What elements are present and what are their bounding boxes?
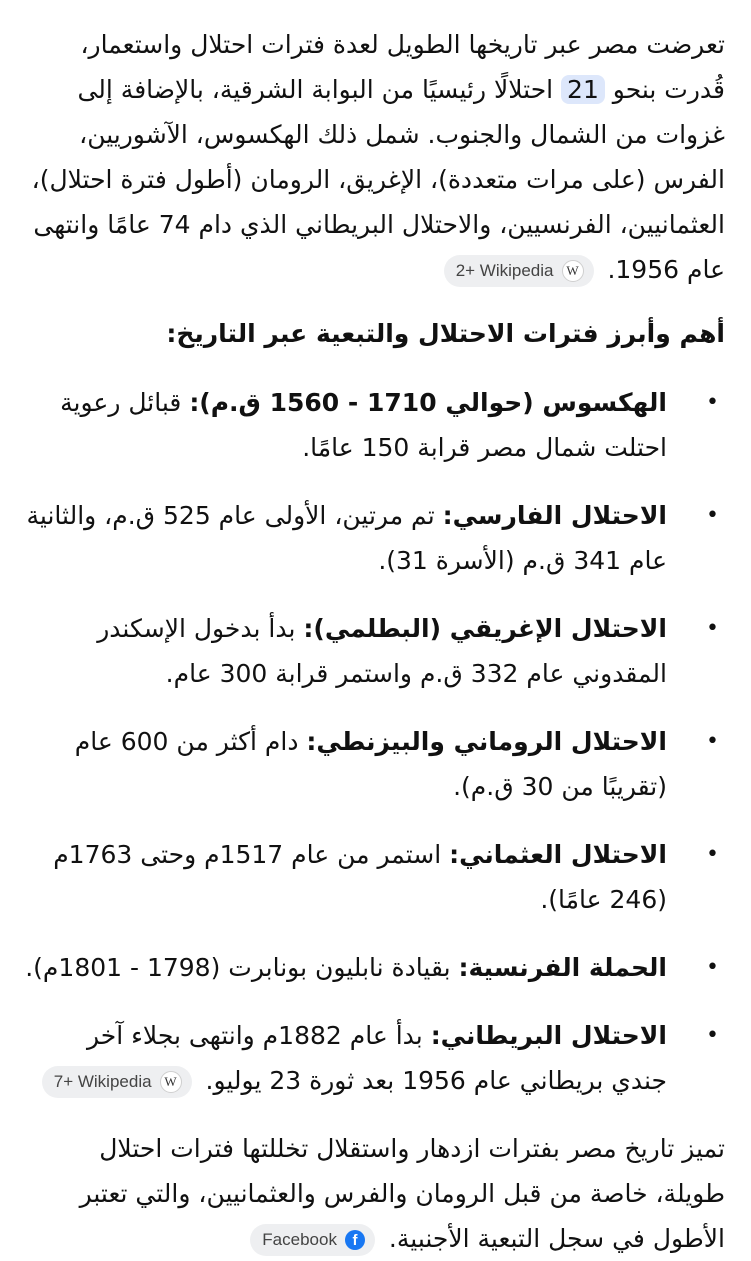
closing-text: تميز تاريخ مصر بفترات ازدهار واستقلال تخللتها فترات احتلال طويلة، خاصة من قبل الرومان والفرس والعثمانيين، والتي تعتبر الأطول في سجل التبعية الأجنبية. <box>79 1134 725 1253</box>
facebook-icon: f <box>345 1230 365 1250</box>
intro-text-after: احتلالًا رئيسيًا من البوابة الشرقية، بالإضافة إلى غزوات من الشمال والجنوب. شمل ذلك الهكسوس، الآشوريين، الفرس (على مرات متعددة)، الإغريق، الرومان (أطول فترة احتلال)، العثمانيين، الفرنسيين، والاحتلال البريطاني الذي دام 74 عامًا وانتهى عام 1956. <box>31 75 725 284</box>
bullet-icon: • <box>706 390 719 415</box>
item-text: بقيادة نابليون بونابرت (1798 - 1801م). <box>25 953 459 982</box>
item-text: قبائل رعوية احتلت شمال مصر قرابة 150 عامًا. <box>60 388 667 462</box>
wikipedia-source-chip[interactable] <box>444 255 594 287</box>
item-text: بدأ بدخول الإسكندر المقدوني عام 332 ق.م واستمر قرابة 300 عام. <box>97 614 667 688</box>
list-item <box>24 719 725 809</box>
item-title: الاحتلال البريطاني: <box>430 1021 667 1050</box>
list-item <box>24 945 725 990</box>
item-title: الاحتلال الفارسي: <box>442 501 667 530</box>
highlighted-number[interactable]: 21 <box>561 75 605 104</box>
wikipedia-icon: W <box>562 260 584 282</box>
section-heading: أهم وأبرز فترات الاحتلال والتبعية عبر التاريخ: <box>166 319 725 348</box>
bullet-icon: • <box>706 729 719 754</box>
list-item <box>24 380 725 470</box>
wikipedia-icon: W <box>160 1071 182 1093</box>
list-item <box>24 493 725 583</box>
list-item <box>24 832 725 922</box>
facebook-source-chip[interactable] <box>250 1224 375 1256</box>
source-chip-label: 2+ Wikipedia <box>455 261 554 280</box>
item-text: دام أكثر من 600 عام (تقريبًا من 30 ق.م). <box>74 727 667 801</box>
item-title: الاحتلال العثماني: <box>449 840 667 869</box>
wikipedia-source-chip[interactable] <box>42 1066 192 1098</box>
bullet-icon: • <box>706 616 719 641</box>
item-title: الهكسوس (حوالي 1710 - 1560 ق.م): <box>189 388 667 417</box>
item-text: بدأ عام 1882م وانتهى بجلاء آخر جندي بريطاني عام 1956 بعد ثورة 23 يوليو. <box>87 1021 667 1095</box>
bullet-icon: • <box>706 842 719 867</box>
list-item <box>24 1013 725 1103</box>
item-title: الاحتلال الإغريقي (البطلمي): <box>303 614 667 643</box>
item-text: تم مرتين، الأولى عام 525 ق.م، والثانية عام 341 ق.م (الأسرة 31). <box>26 501 667 575</box>
list-item <box>24 606 725 696</box>
intro-paragraph <box>24 22 725 292</box>
bullet-icon: • <box>706 1023 719 1048</box>
closing-paragraph <box>24 1126 725 1261</box>
bullet-icon: • <box>706 955 719 980</box>
item-title: الحملة الفرنسية: <box>458 953 667 982</box>
item-text: استمر من عام 1517م وحتى 1763م (246 عامًا). <box>53 840 667 914</box>
source-chip-label: 7+ Wikipedia <box>53 1072 152 1091</box>
bullet-icon: • <box>706 503 719 528</box>
item-title: الاحتلال الروماني والبيزنطي: <box>306 727 667 756</box>
source-chip-label: Facebook <box>262 1230 337 1249</box>
occupation-list <box>24 380 725 1103</box>
intro-text-before: تعرضت مصر عبر تاريخها الطويل لعدة فترات احتلال واستعمار، قُدرت بنحو <box>80 30 725 104</box>
